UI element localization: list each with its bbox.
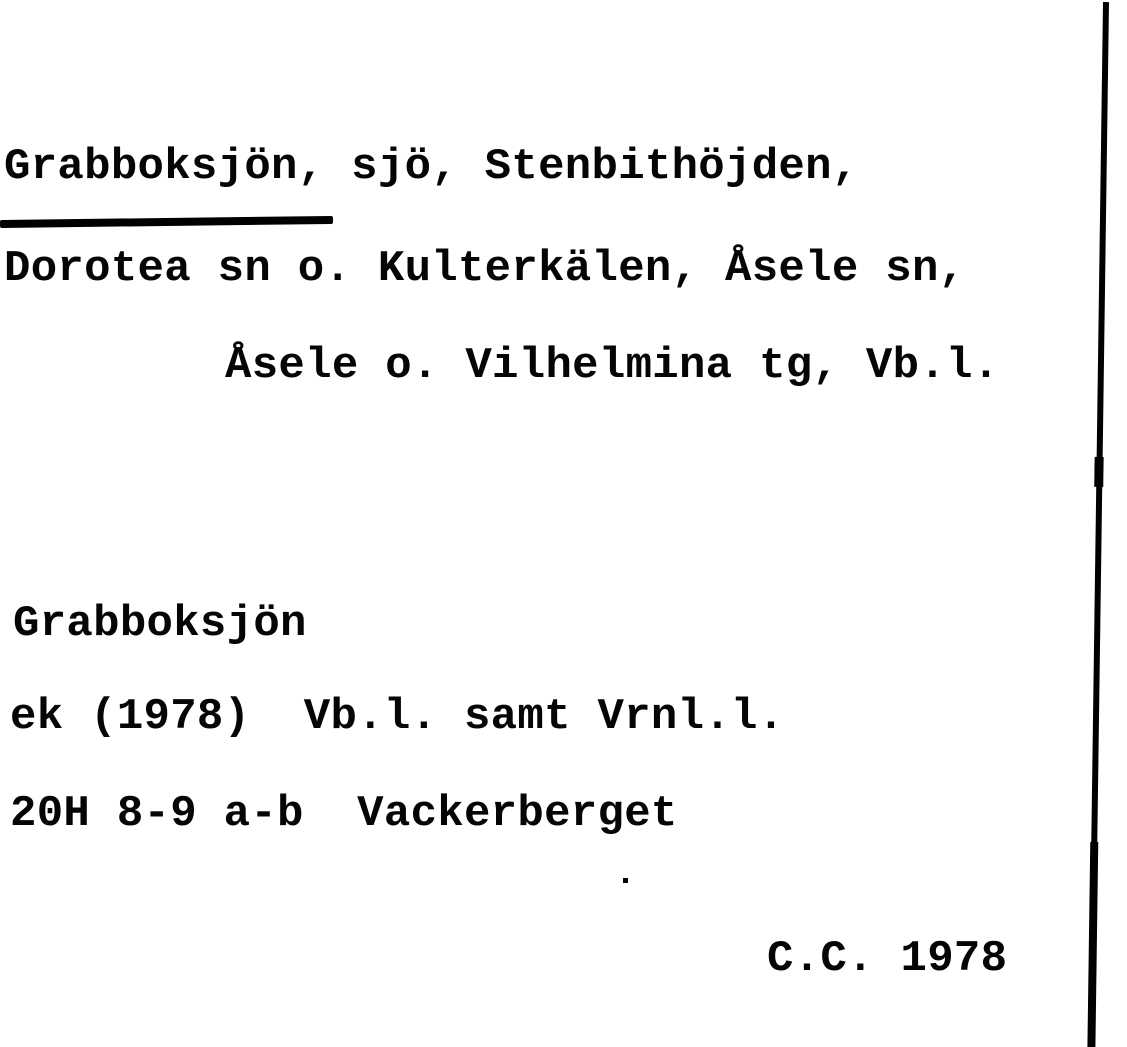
- name-repeat: Grabboksjön: [13, 599, 307, 649]
- parish-line: Dorotea sn o. Kulterkälen, Åsele sn,: [4, 244, 966, 294]
- signature-line: C.C. 1978: [767, 934, 1008, 984]
- map-reference-line: 20H 8-9 a-b Vackerberget: [10, 789, 678, 839]
- card-edge-line: [1088, 2, 1109, 1047]
- headword-line: Grabboksjön, sjö, Stenbithöjden,: [4, 142, 859, 192]
- stray-ink-dot: [623, 878, 628, 883]
- headword-underline: [0, 216, 333, 228]
- record-line: ek (1978) Vb.l. samt Vrnl.l.: [10, 692, 785, 742]
- district-line: Åsele o. Vilhelmina tg, Vb.l.: [225, 341, 1000, 391]
